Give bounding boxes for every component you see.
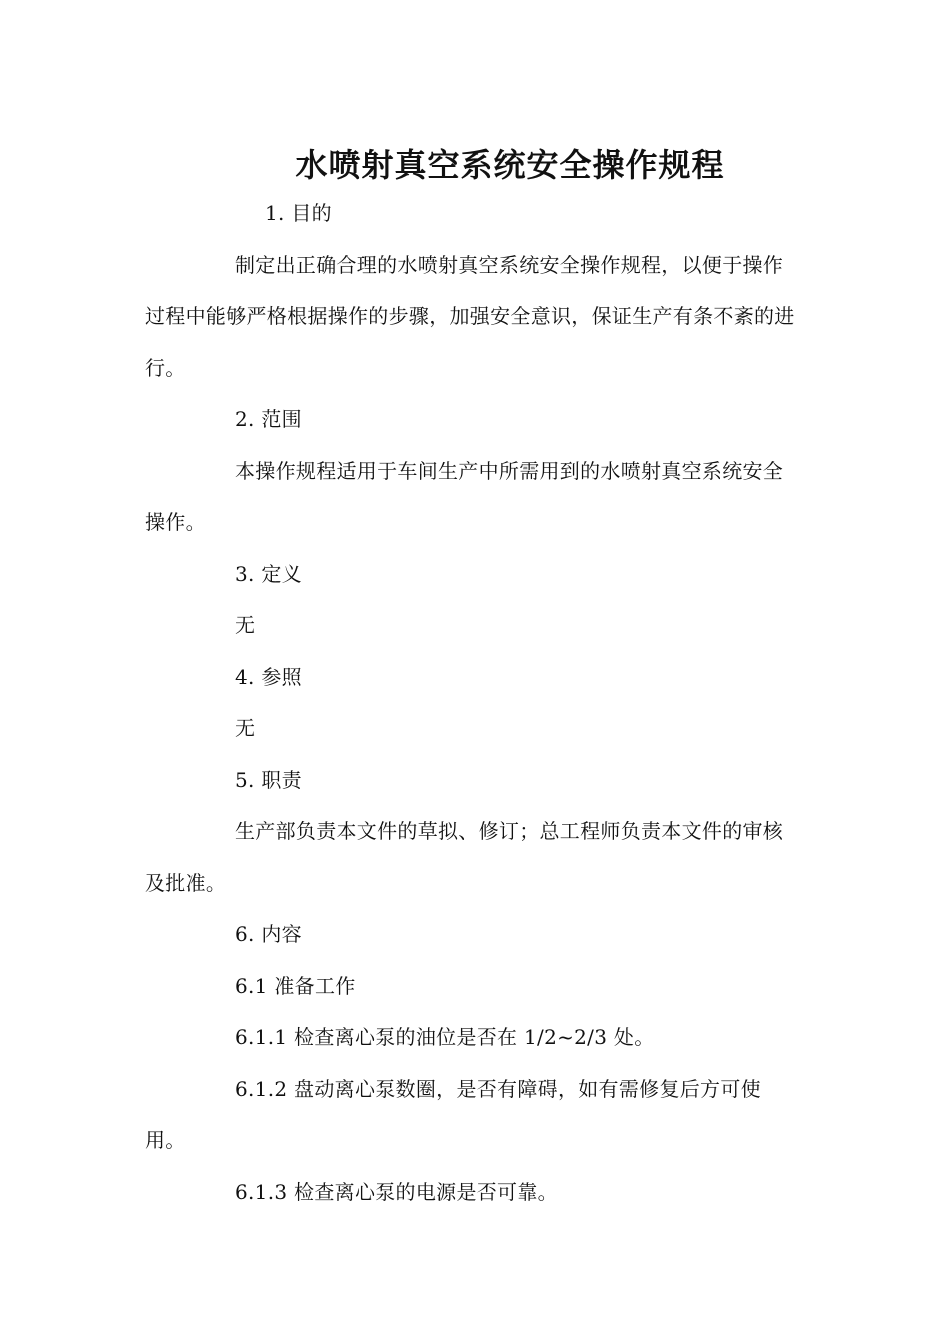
- section-heading-definition: 3. 定义: [235, 561, 302, 586]
- section-heading-reference: 4. 参照: [235, 664, 302, 689]
- subsection-preparation: 6.1 准备工作: [235, 973, 356, 998]
- paragraph-scope: 本操作规程适用于车间生产中所需用到的水喷射真空系统安全操作。: [145, 458, 784, 534]
- section-heading-content: 6. 内容: [235, 922, 302, 946]
- paragraph-definition: 无: [235, 613, 256, 637]
- section-heading-scope: 2. 范围: [235, 407, 302, 431]
- section-heading-responsibility: 5. 职责: [235, 767, 302, 792]
- item-6-1-3: 6.1.3 检查离心泵的电源是否可靠。: [235, 1179, 558, 1204]
- item-6-1-2: 6.1.2 盘动离心泵数圈，是否有障碍，如有需修复后方可使用。: [145, 1076, 761, 1152]
- document-body: [145, 188, 800, 1218]
- paragraph-reference: 无: [235, 716, 256, 740]
- document-title: 水喷射真空系统安全操作规程: [295, 146, 725, 185]
- paragraph-purpose: 制定出正确合理的水喷射真空系统安全操作规程，以便于操作过程中能够严格根据操作的步骤，加强安全意识，保证生产有条不紊的进行。: [145, 252, 795, 380]
- section-heading-purpose: 1. 目的: [265, 201, 332, 225]
- paragraph-responsibility: 生产部负责本文件的草拟、修订；总工程师负责本文件的审核及批准。: [145, 819, 784, 895]
- item-6-1-1: 6.1.1 检查离心泵的油位是否在 1/2~2/3 处。: [235, 1025, 655, 1049]
